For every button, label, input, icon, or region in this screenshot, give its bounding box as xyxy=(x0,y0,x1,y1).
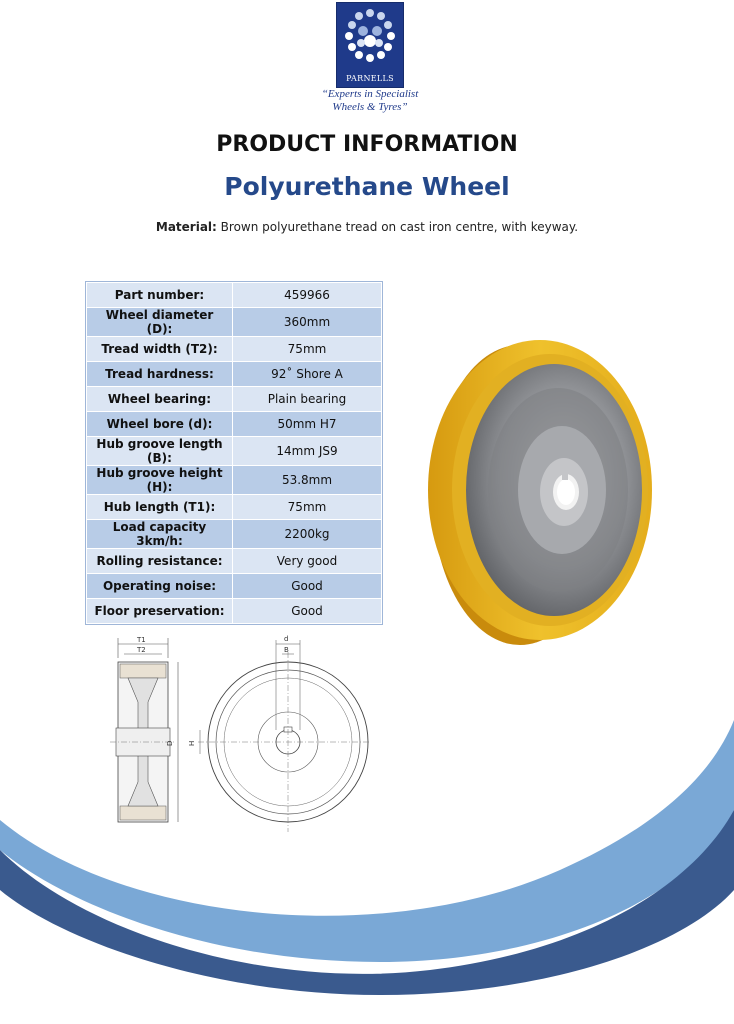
logo-dots-graphic xyxy=(337,3,403,73)
spec-value: 92˚ Shore A xyxy=(233,362,382,387)
parnells-logo xyxy=(336,2,404,88)
label-bore: d xyxy=(284,635,289,643)
spec-label: Load capacity 3km/h: xyxy=(87,520,233,549)
table-row xyxy=(87,337,382,362)
material-description xyxy=(0,220,734,234)
tagline-line-1: “Experts in Specialist xyxy=(321,88,419,100)
spec-label: Floor preservation: xyxy=(87,599,233,624)
spec-label: Hub length (T1): xyxy=(87,495,233,520)
material-text: Brown polyurethane tread on cast iron centre, with keyway. xyxy=(216,220,579,234)
label-diameter: D xyxy=(166,740,174,746)
spec-label: Wheel bearing: xyxy=(87,387,233,412)
table-row xyxy=(87,437,382,466)
table-row xyxy=(87,549,382,574)
spec-value: Good xyxy=(233,599,382,624)
page-title: PRODUCT INFORMATION xyxy=(216,132,518,157)
table-row xyxy=(87,283,382,308)
tagline xyxy=(300,88,440,114)
spec-label: Rolling resistance: xyxy=(87,549,233,574)
wheel-product-image xyxy=(420,340,656,650)
label-groove-length: B xyxy=(284,646,289,654)
table-row xyxy=(87,495,382,520)
spec-value: 53.8mm xyxy=(233,466,382,495)
table-row xyxy=(87,387,382,412)
specifications-table xyxy=(86,282,382,624)
table-row xyxy=(87,574,382,599)
spec-value: 50mm H7 xyxy=(233,412,382,437)
tagline-line-2: Wheels & Tyres” xyxy=(332,101,408,113)
spec-value: Plain bearing xyxy=(233,387,382,412)
table-row xyxy=(87,412,382,437)
spec-value: 2200kg xyxy=(233,520,382,549)
table-row xyxy=(87,362,382,387)
table-row xyxy=(87,308,382,337)
product-name: Polyurethane Wheel xyxy=(224,172,510,201)
material-label: Material: xyxy=(155,220,217,234)
spec-label: Operating noise: xyxy=(87,574,233,599)
logo-name: PARNELLS xyxy=(346,74,394,83)
spec-value: Good xyxy=(233,574,382,599)
table-row xyxy=(87,599,382,624)
spec-label: Wheel bore (d): xyxy=(87,412,233,437)
label-t2: T2 xyxy=(137,646,146,654)
spec-value: 75mm xyxy=(233,495,382,520)
table-row xyxy=(87,520,382,549)
spec-value: 459966 xyxy=(233,283,382,308)
spec-value: 360mm xyxy=(233,308,382,337)
spec-label: Hub groove height (H): xyxy=(87,466,233,495)
spec-label: Tread width (T2): xyxy=(87,337,233,362)
spec-value: 14mm JS9 xyxy=(233,437,382,466)
table-row xyxy=(87,466,382,495)
label-groove-height: H xyxy=(188,740,196,746)
spec-label: Tread hardness: xyxy=(87,362,233,387)
label-t1: T1 xyxy=(137,636,146,644)
spec-label: Part number: xyxy=(87,283,233,308)
decorative-swoosh xyxy=(0,700,734,1024)
spec-label: Wheel diameter (D): xyxy=(87,308,233,337)
spec-value: 75mm xyxy=(233,337,382,362)
spec-label: Hub groove length (B): xyxy=(87,437,233,466)
spec-value: Very good xyxy=(233,549,382,574)
